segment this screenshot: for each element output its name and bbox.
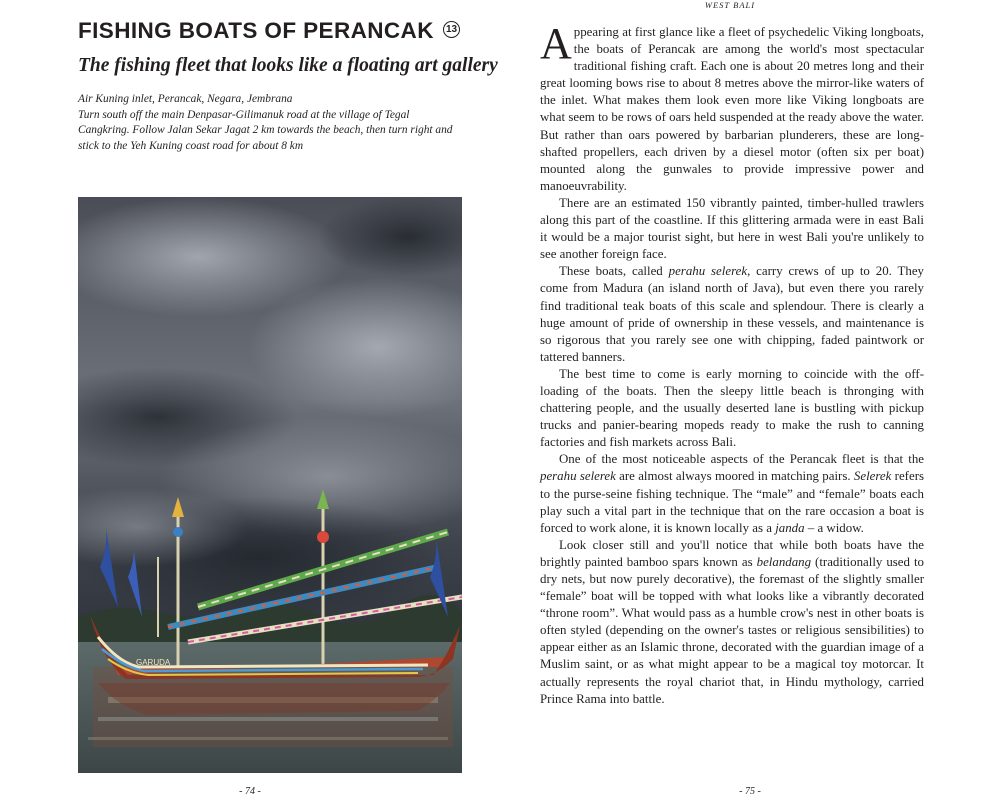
- paragraph-3: These boats, called perahu selerek, carry crews of up to 20. They come from Madura (an island north of Java), but even there you rarely find traditional teak boats of this scale and splendour. There is clearly a huge amount of pride of ownership in these vessels, and maintenance is so rigorous that you rarely see one with chipping, faded paintwork or tattered banners.: [540, 264, 925, 364]
- address-line: Air Kuning inlet, Perancak, Negara, Jembrana: [78, 93, 293, 105]
- left-page-number: - 74 -: [239, 786, 261, 797]
- paragraph-2: There are an estimated 150 vibrantly painted, timber-hulled trawlers along this part of the coastline. If this glittering armada were in east Bali it would be a major tourist sight, but here in west Bali you're unlikely to see another foreign face.: [540, 195, 924, 262]
- address-block: [78, 92, 463, 155]
- right-page-number: - 75 -: [739, 786, 761, 797]
- entry-subtitle: The fishing fleet that looks like a floating art gallery: [78, 55, 498, 76]
- paragraph-6: Look closer still and you'll notice that while both boats have the brightly painted bamboo spars known as belandang (traditionally used to dry nets, but now purely decorative), the foremast of the slightly smaller “female” boat will be topped with what looks like a vibrantly decorated “throne room”. What would pass as a humble crow's nest in other boats is often styled (depending on the owner's tastes or religious sensibilities) to appear either as an Islamic throne, decorated with the guardian image of a Muslim saint, or as what might appear to be a magical toy motorcar. It actually represents the royal chariot that, in Hindu mythology, carried Prince Rama into battle.: [540, 537, 925, 706]
- paragraph-5: One of the most noticeable aspects of the Perancak fleet is that the perahu selerek are almost always moored in matching pairs. Selerek refers to the purse-seine fishing technique. The “male” and “female” boats each play such a vital part in the technique that on the rare occasion a boat is forced to work alone, it is known locally as a janda – a widow.: [540, 452, 925, 535]
- paragraph-1: Appearing at first glance like a fleet of psychedelic Viking longboats, the boats of Perancak are among the world's most spectacular traditional fishing craft. Each one is about 20 metres long and their great looming bows rise to about 8 metres above the mirror-like waters of the inlet. What makes them look even more like Viking longboats are what seem to be rows of oars held suspended at the ready above the water. But rather than oars powered by barbarian plunderers, these are long-shafted propellers, each driven by a diesel motor (often six per boat) mounted along the gunwales to provide impressive power and manoeuvrability.: [540, 19, 924, 193]
- fishing-boat-photo: [78, 197, 462, 773]
- entry-title: FISHING BOATS OF PERANCAK: [78, 18, 434, 43]
- drop-cap: A: [540, 19, 572, 68]
- entry-number-badge: 13: [443, 21, 460, 38]
- paragraph-4: The best time to come is early morning to coincide with the off-loading of the boats. Then the sleepy little beach is thronging with chattering people, and the usually deserted lane is bustling with pickup trucks and panier-bearing mopeds ready to make the rush to canning factories and fish markets across Bali.: [540, 366, 924, 450]
- directions: Turn south off the main Denpasar-Gilimanuk road at the village of Tegal Cangkring. Follow Jalan Sekar Jagat 2 km towards the beach, then turn right and stick to the Yeh Kuning coast road for about 8 km: [78, 108, 453, 153]
- running-head: WEST BALI: [704, 0, 756, 10]
- body-text: [540, 19, 925, 708]
- right-page: [500, 0, 1000, 800]
- boat-name-text: GARUDA: [136, 658, 171, 667]
